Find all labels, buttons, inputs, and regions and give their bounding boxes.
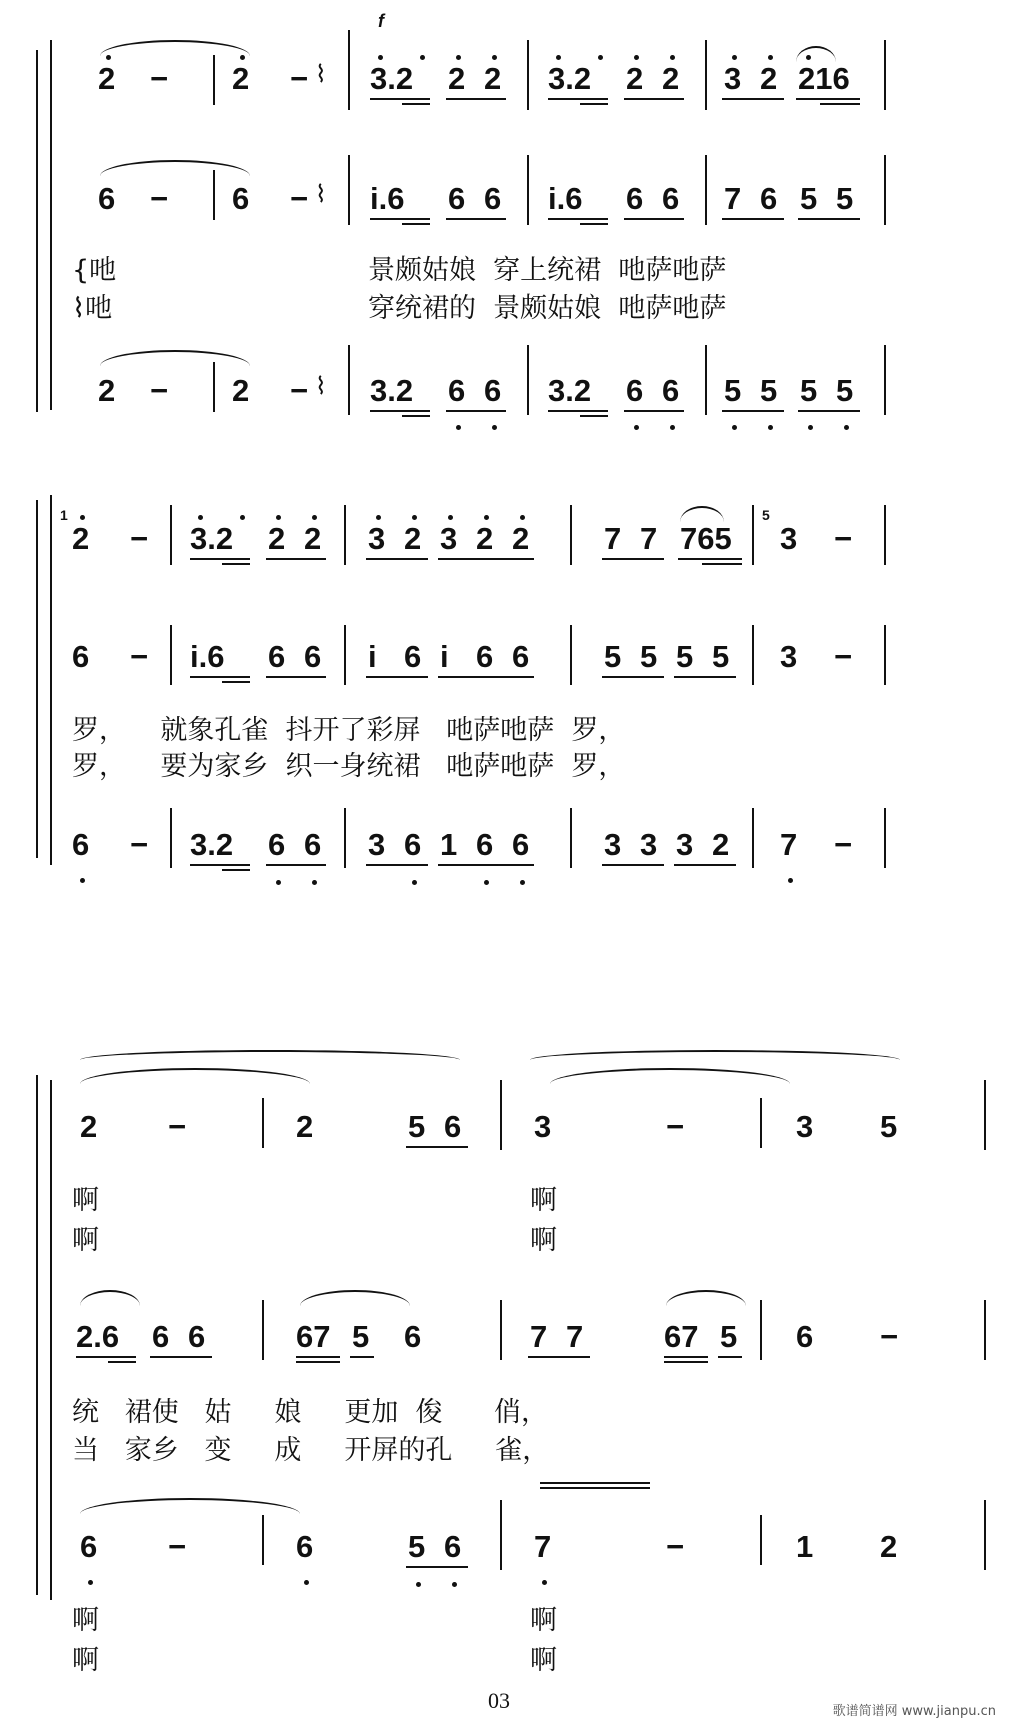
lower-lyric: 啊 — [530, 1645, 557, 1676]
lower-lyric: 啊 — [530, 1605, 557, 1636]
system-brace — [36, 500, 50, 858]
barline — [50, 1080, 52, 1600]
lyric-verse-2: 当 家乡 变 成 开屏的孔 雀， — [72, 1435, 550, 1466]
lyric-verse-2: 罗， 要为家乡 织一身统裙 吔萨吔萨 罗， — [72, 751, 626, 782]
upper-lyric: 啊 — [530, 1225, 557, 1256]
system-brace — [36, 1075, 50, 1595]
upper-lyric: 啊 — [72, 1185, 99, 1216]
page-number: 03 — [488, 1688, 510, 1713]
watermark: 歌谱简谱网 www.jianpu.cn — [832, 1704, 996, 1719]
upper-lyric: 啊 — [530, 1185, 557, 1216]
lyric-verse-1: 罗， 就象孔雀 抖开了彩屏 吔萨吔萨 罗， — [72, 715, 626, 746]
lyric-verse-2: 穿统裙的 景颇姑娘 吔萨吔萨 — [368, 293, 727, 324]
lower-lyric: 啊 — [72, 1605, 99, 1636]
dynamic-mark: f — [378, 11, 384, 31]
lyric-verse-1: 景颇姑娘 穿上统裙 吔萨吔萨 — [368, 255, 727, 286]
grace-note: 1 — [60, 507, 68, 523]
upper-lyric: 啊 — [72, 1225, 99, 1256]
lower-lyric: 啊 — [72, 1645, 99, 1676]
lyric-verse-1: 统 裙使 姑 娘 更加 俊 俏， — [72, 1397, 548, 1428]
grace-note: 5 — [762, 507, 770, 523]
lyric-verse-2-left: ⌇吔 — [72, 293, 113, 324]
lyric-verse-1-left: {吔 — [72, 255, 117, 286]
score-page: f 2 − 2 − ⌇ 3.2 2 2 3.2 2 2 3 2 216 6 − 6 − ⌇ i.6 6 6 i.6 6 6 7 6 5 5 {吔 景颇姑娘 穿上统裙 吔萨吔萨 ⌇吔 穿统裙的 景颇姑娘 吔萨吔萨 2 − 2 − ⌇ 3.2 6 6 3.2 6 6 5 5 5 5 1 2 − 3.2 2 2 3 2 3 2 2 7 7 765 5 3 − 6 − i.6 6 6 i 6 i 6 6 5 5 5 5 3 − 罗， 就象孔雀 抖开了彩屏 吔萨吔萨 罗， 罗， 要为家乡 织一身统裙 吔萨吔萨 罗， 6 − 3.2 6 6 3 6 1 6 6 3 3 3 2 7 − 2 − 2 5 6 3 − 3 5 啊 啊 啊 啊 2.6 6 6 67 5 6 7 7 67 5 6 − 统 裙使 姑 娘 更加 俊 俏， 当 家乡 变 成 开屏的孔 雀， 6 − 6 5 6 7 − 1 2 啊 啊 啊 啊 03 歌谱简谱网 www.jianpu.cn — [0, 0, 1016, 1726]
barline — [50, 40, 52, 410]
system-brace — [36, 50, 50, 412]
barline — [50, 495, 52, 865]
